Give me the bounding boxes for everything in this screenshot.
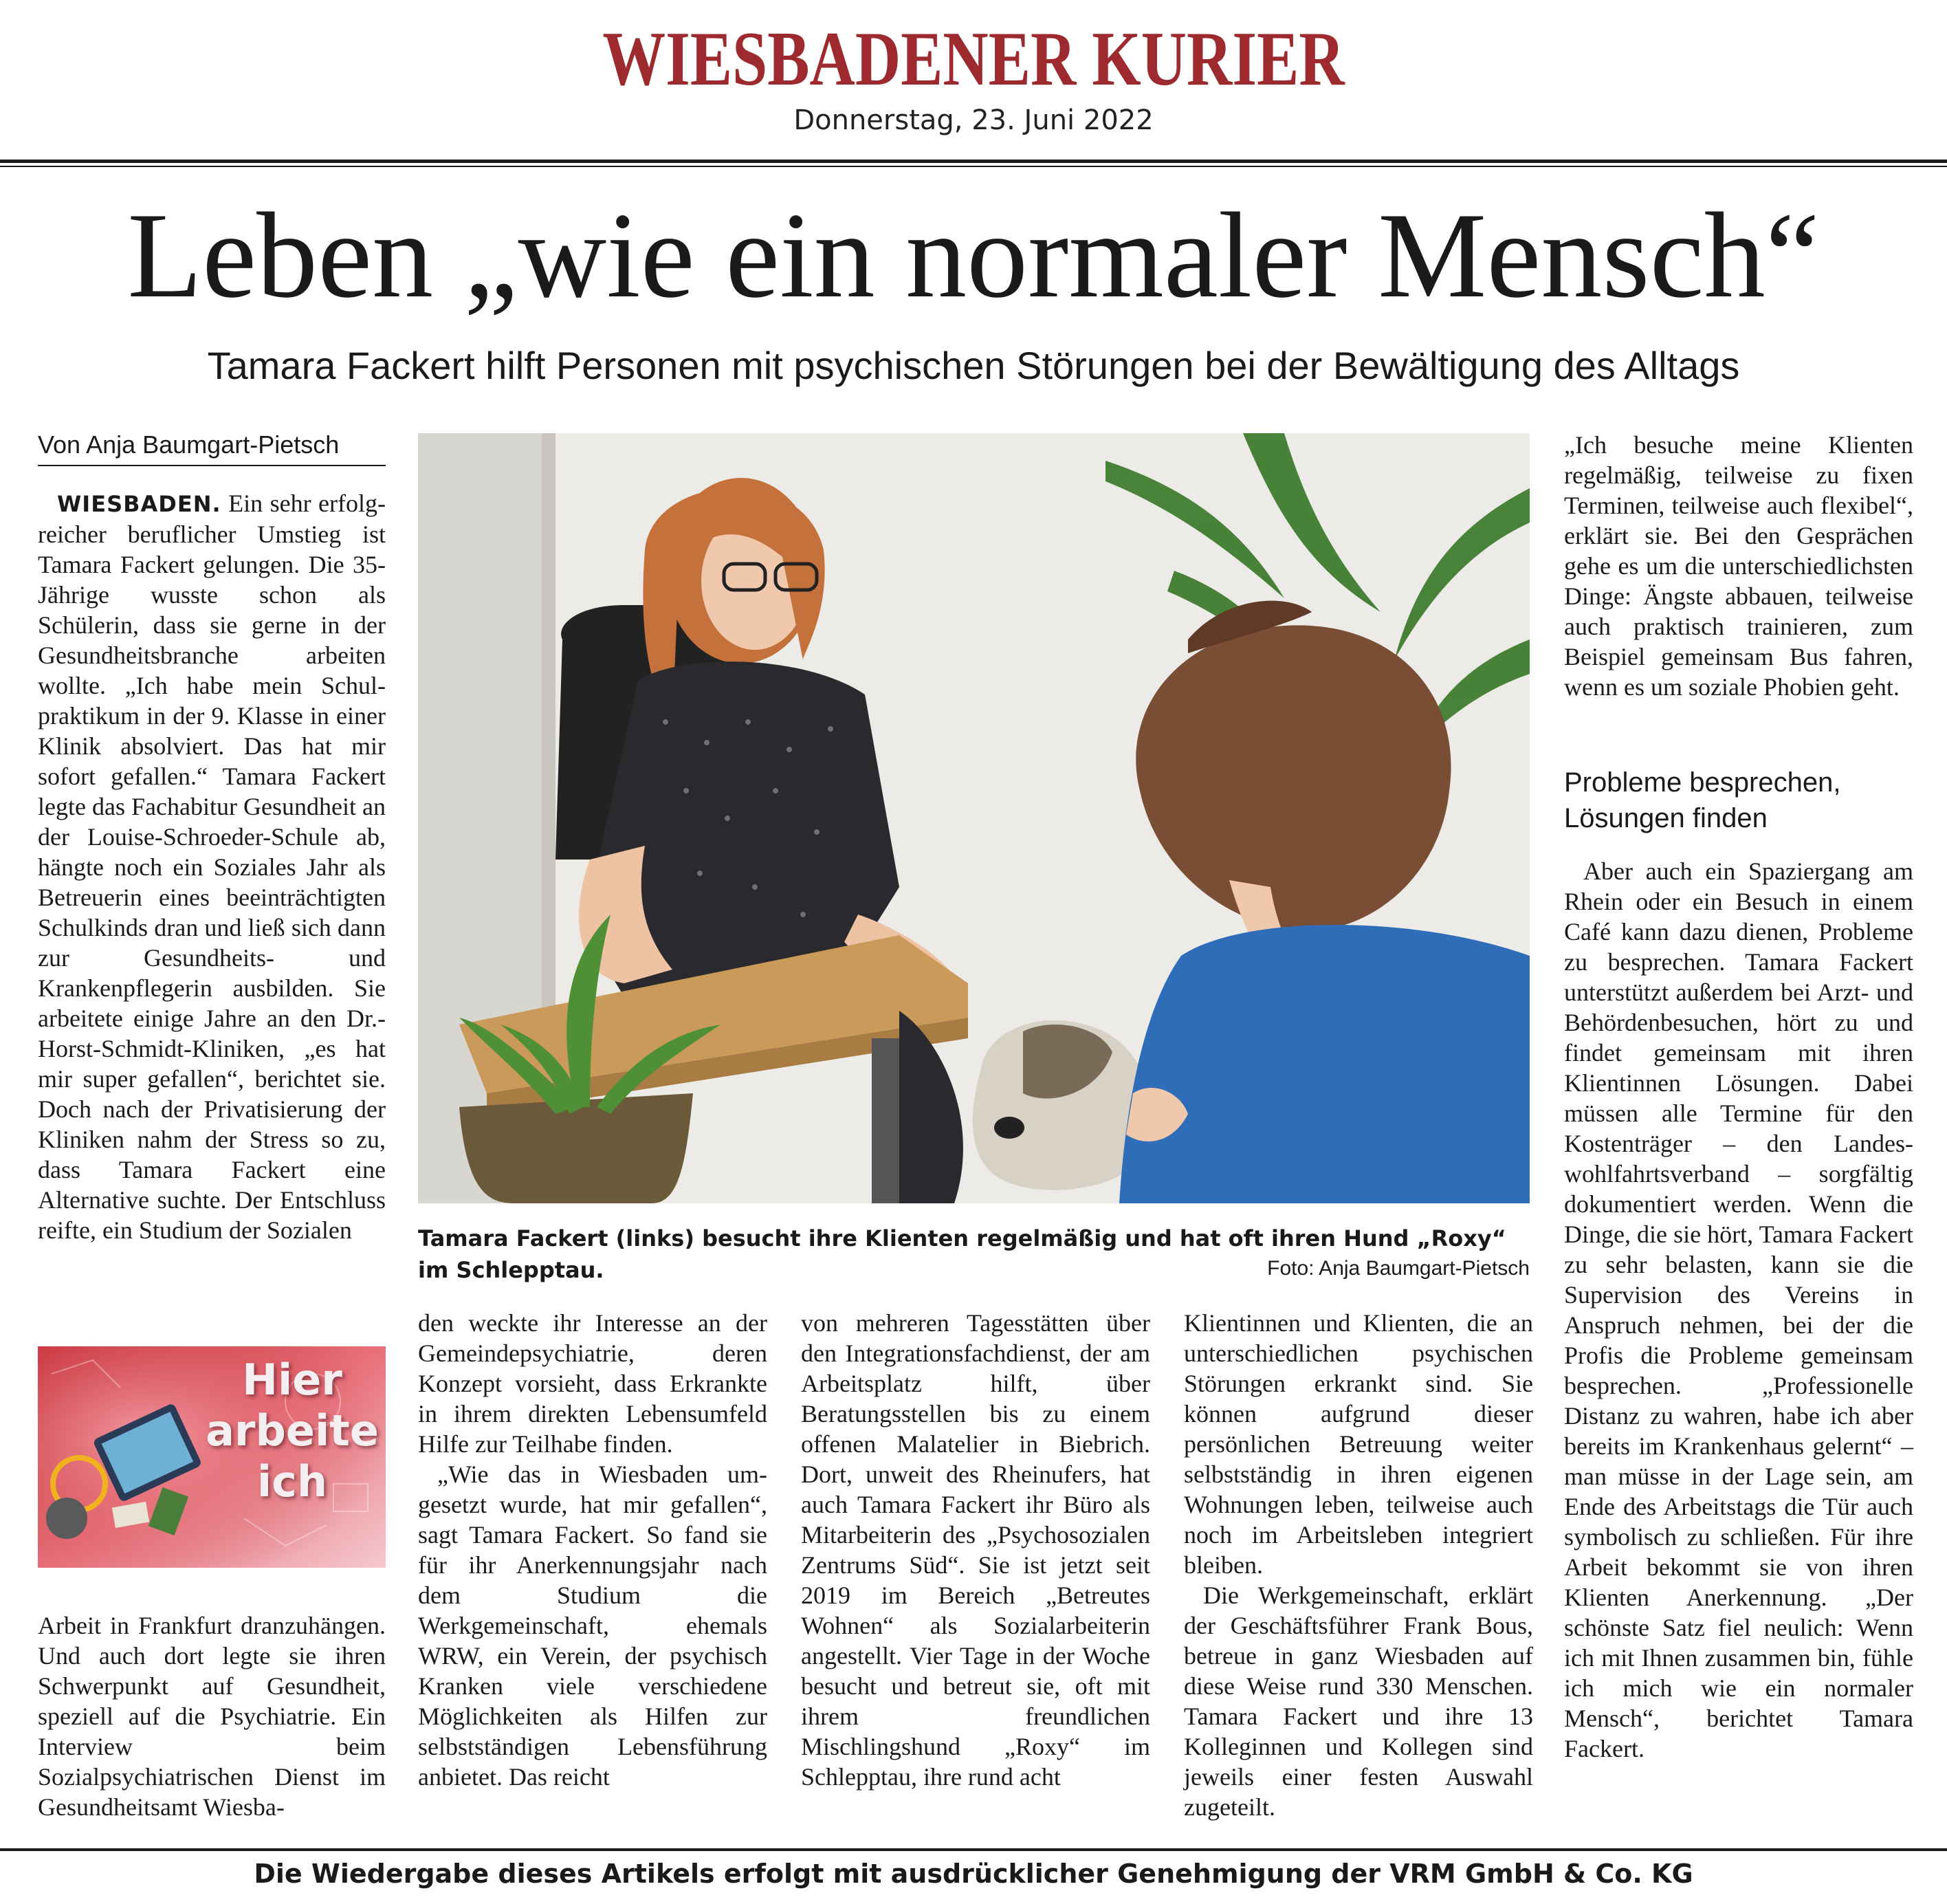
article-headline: Leben „wie ein normaler Mensch“ (127, 187, 1820, 323)
byline-rule (38, 465, 386, 466)
article-column-1-bottom (38, 1610, 386, 1822)
crosshead-line: Lösungen finden (1564, 803, 1768, 833)
article-text: Ein sehr erfolgreicher beruflicher Umstieg ist Tamara Fackert gelungen. Die 35-Jährige wusste schon als Schülerin, dass sie gerne in der Gesundheitsbranche arbeiten wollte. „Ich habe mein Schulpraktikum in der 9. Klasse in einer Klinik absolviert. Das hat mir sofort gefallen.“ Tamara Fackert legte das Fachabitur Gesundheit an der Louise-Schroeder-Schule ab, hängte noch ein Soziales Jahr als Betreuerin eines beeinträchtigten Schulkinds dran und ließ sich dann zur Gesundheits- und Krankenpflegerin ausbilden. Sie arbeitete einige Jahre an den Dr.-Horst-Schmidt-Kliniken, „es hat mir super gefallen“, berichtet sie. Doch nach der Privatisierung der Kliniken nahm der Stress so zu, dass Tamara Fackert eine Alternative suchte. Der Entschluss reifte, ein Studium der Sozialen (38, 490, 386, 1244)
promo-title (203, 1355, 382, 1507)
promo-line: arbeite (206, 1405, 379, 1456)
article-photo (418, 433, 1530, 1203)
article-paragraph: Die Werkgemeinschaft, erklärt der Geschäftsführer Frank Bous, betreue in ganz Wiesbaden auf diese Weise rund 330 Menschen. Tamara Fackert und ihre 13 Kolleginnen und Kollegen sind jeweils einer festen Auswahl zugeteilt. (1184, 1582, 1533, 1821)
crosshead-line: Probleme besprechen, (1564, 767, 1841, 798)
photo-credit: Foto: Anja Baumgart-Pietsch (1267, 1257, 1530, 1280)
article-paragraph: „Ich besuche meine Klienten regelmäßig, teilweise zu fixen Terminen, teilweise auch flexibel“, erklärt sie. Bei den Gesprächen gehe es um die unterschiedlichsten Dinge: Ängste abbauen, teilweise auch praktisch trainieren, zum Beispiel gemeinsam Bus fahren, wenn es um soziale Phobien geht. (1564, 431, 1913, 701)
newspaper-masthead: WIESBADENER KURIER (602, 17, 1345, 102)
article-paragraph: von mehreren Tagesstätten über den Integrationsfachdienst, der am Arbeitsplatz hilft, über Beratungsstellen bis zu einem offenen Malatelier in Biebrich. Dort, unweit des Rheinufers, hat auch Tamara Fackert ihr Büro als Mitarbeiterin des „Psychosozialen Zentrums Süd“. Sie ist jetzt seit 2019 im Bereich „Betreutes Wohnen“ als Sozialarbeiterin angestellt. Vier Tage in der Woche besucht und betreut sie, oft mit ihrem freundlichen Mischlingshund „Roxy“ im Schlepptau, ihre rund acht (801, 1309, 1150, 1791)
promo-line: Hier (242, 1355, 342, 1405)
masthead-rule-thin (0, 166, 1947, 167)
hier-arbeite-ich-promo (38, 1346, 386, 1568)
article-crosshead (1564, 765, 1913, 836)
byline: Von Anja Baumgart-Pietsch (38, 430, 340, 459)
article-column-2 (418, 1308, 767, 1792)
footer-rule (0, 1848, 1947, 1851)
article-dateline: WIESBADEN. (57, 491, 221, 517)
photo-caption: Tamara Fackert (links) besucht ihre Klienten regelmäßig und hat oft ihren Hund „Roxy“ im Schlepptau. (418, 1225, 1506, 1283)
promo-line: ich (256, 1456, 328, 1507)
article-paragraph: Aber auch ein Spaziergang am Rhein oder ein Besuch in einem Café kann dazu dienen, Probleme zu besprechen. Tamara Fackert unterstützt außerdem bei Arzt- und Behördenbesuchen, hört zu und findet gemeinsam mit ihren Klientinnen Lösungen. Dabei müssen alle Termine für den Kostenträger – den Landeswohlfahrtsverband – sorgfältig dokumentiert werden. Wenn die Dinge, die sie hört, Tamara Fackert zu sehr belasten, kann sie die Supervision des Vereins in Anspruch nehmen, bei der die Profis die Probleme gemeinsam besprechen. „Professionelle Distanz zu wahren, habe ich aber bereits im Krankenhaus gelernt“ – man müsse in der Lage sein, am Ende des Arbeitstags die Tür auch symbolisch zu schließen. Für ihre Arbeit bekommt sie von ihren Klienten Anerkennung. „Der schönste Satz fiel neulich: Wenn ich mit Ihnen zusammen bin, fühle ich mich wie ein normaler Mensch“, berichtet Tamara Fackert. (1564, 857, 1913, 1762)
article-column-5-top (1564, 430, 1913, 702)
article-paragraph: den weckte ihr Interesse an der Gemeindepsychiatrie, deren Konzept vorsieht, dass Erkrankte in ihrem direkten Lebensumfeld Hilfe zur Teilhabe finden. (418, 1309, 767, 1458)
article-column-3 (801, 1308, 1150, 1792)
copyright-notice: Die Wiedergabe dieses Artikels erfolgt mit ausdrücklicher Genehmigung der VRM GmbH & Co. KG (254, 1859, 1693, 1889)
masthead-rule (0, 160, 1947, 163)
office-scene-image (418, 433, 1530, 1203)
article-column-1-top (38, 488, 386, 1245)
issue-date: Donnerstag, 23. Juni 2022 (793, 105, 1154, 136)
article-column-5-bottom (1564, 856, 1913, 1764)
article-column-4 (1184, 1308, 1533, 1822)
article-paragraph: „Wie das in Wiesbaden umgesetzt wurde, hat mir gefallen“, sagt Tamara Fackert. So fand sie für ihr Anerkennungsjahr nach dem Studium die Werkgemeinschaft, ehemals WRW, ein Verein, der psychisch Kranken viele verschiedene Möglichkeiten als Hilfen zur selbstständigen Lebensführung anbietet. Das reicht (418, 1460, 767, 1791)
article-subheadline: Tamara Fackert hilft Personen mit psychischen Störungen bei der Bewältigung des Alltags (207, 344, 1740, 387)
article-text: Arbeit in Frankfurt dranzuhängen. Und auch dort legte sie ihren Schwerpunkt auf Gesundheit, speziell auf die Psychiatrie. Ein Interview beim Sozialpsychiatrischen Dienst im Gesundheitsamt Wiesba- (38, 1612, 386, 1821)
article-paragraph: Klientinnen und Klienten, die an unterschiedlichen psychischen Störungen erkrankt sind. Sie können aufgrund dieser persönlichen Betreuung weiter selbstständig in ihren eigenen Wohnungen leben, teilweise auch noch im Arbeitsleben integriert bleiben. (1184, 1309, 1533, 1579)
